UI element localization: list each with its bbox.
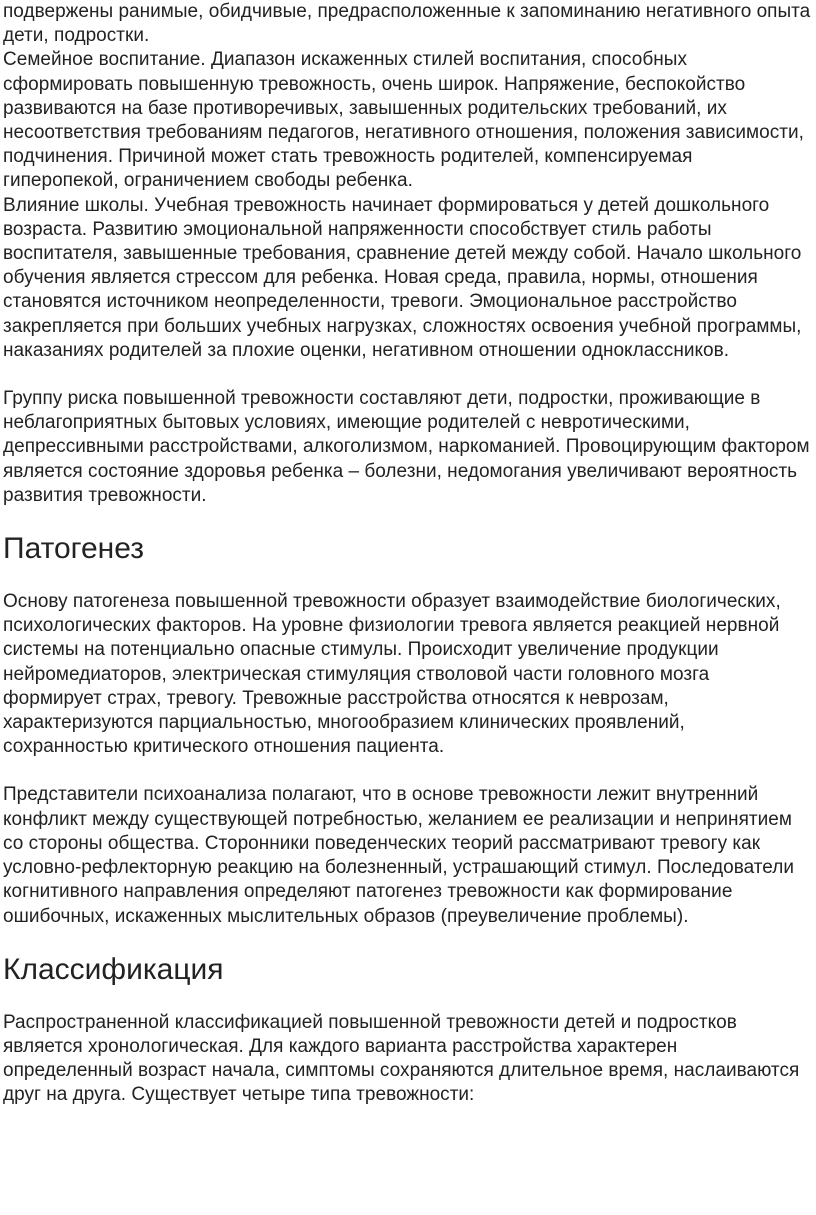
paragraph-school-influence: Влияние школы. Учебная тревожность начинает формироваться у детей дошкольного возраста. Развитию эмоциональной напряженности способствует стиль работы воспитателя, завышенные требования, сравнение детей между собой. Начало школьного обучения является стрессом для ребенка. Новая среда, правила, нормы, отношения становятся источником неопределенности, тревоги. Эмоциональное расстройство закрепляется при больших учебных нагрузках, сложностях освоения учебной программы, наказаниях родителей за плохие оценки, негативном отношении одноклассников.	[3, 194, 802, 361]
paragraph-pathogenesis-theories: Представители психоанализа полагают, что в основе тревожности лежит внутренний конфликт между существующей потребностью, желанием ее реализации и непринятием со стороны общества. Сторонники поведенческих теорий рассматривают тревогу как условно-рефлекторную реакцию на болезненный, устрашающий стимул. Последователи когнитивного направления определяют патогенез тревожности как формирование ошибочных, искаженных мыслительных образов (преувеличение проблемы).	[3, 784, 794, 927]
paragraph-intro-end: подвержены ранимые, обидчивые, предрасположенные к запоминанию негативного опыта дети, подростки.	[3, 1, 811, 47]
paragraph-gap	[3, 363, 812, 387]
heading-classification: Классификация	[3, 952, 224, 986]
paragraph-risk-group: Группу риска повышенной тревожности составляют дети, подростки, проживающие в неблагоприятных бытовых условиях, имеющие родителей с невротическими, депрессивными расстройствами, алкоголизмом, наркоманией. Провоцирующим фактором является состояние здоровья ребенка – болезни, недомогания увеличивают вероятность развития тревожности.	[3, 388, 810, 506]
paragraph-gap	[3, 759, 812, 783]
paragraph-classification: Распространенной классификацией повышенной тревожности детей и подростков является хронологическая. Для каждого варианта расстройства характерен определенный возраст начала, симптомы сохраняются длительное время, наслаиваются друг на друга. Существует четыре типа тревожности:	[3, 1011, 800, 1106]
paragraph-pathogenesis-biology: Основу патогенеза повышенной тревожности образует взаимодействие биологических, психологических факторов. На уровне физиологии тревога является реакцией нервной системы на потенциально опасные стимулы. Происходит увеличение продукции нейромедиаторов, электрическая стимуляция стволовой части головного мозга формирует страх, тревогу. Тревожные расстройства относятся к неврозам, характеризуются парциальностью, многообразием клинических проявлений, сохранностью критического отношения пациента.	[3, 591, 781, 758]
heading-pathogenesis: Патогенез	[3, 532, 144, 566]
paragraph-family-upbringing: Семейное воспитание. Диапазон искаженных стилей воспитания, способных сформировать повышенную тревожность, очень широк. Напряжение, беспокойство развиваются на базе противоречивых, завышенных родительских требований, их несоответствия требованиям педагогов, негативного отношения, положения зависимости, подчинения. Причиной может стать тревожность родителей, компенсируемая гиперопекой, ограничением свободы ребенка.	[3, 49, 804, 192]
